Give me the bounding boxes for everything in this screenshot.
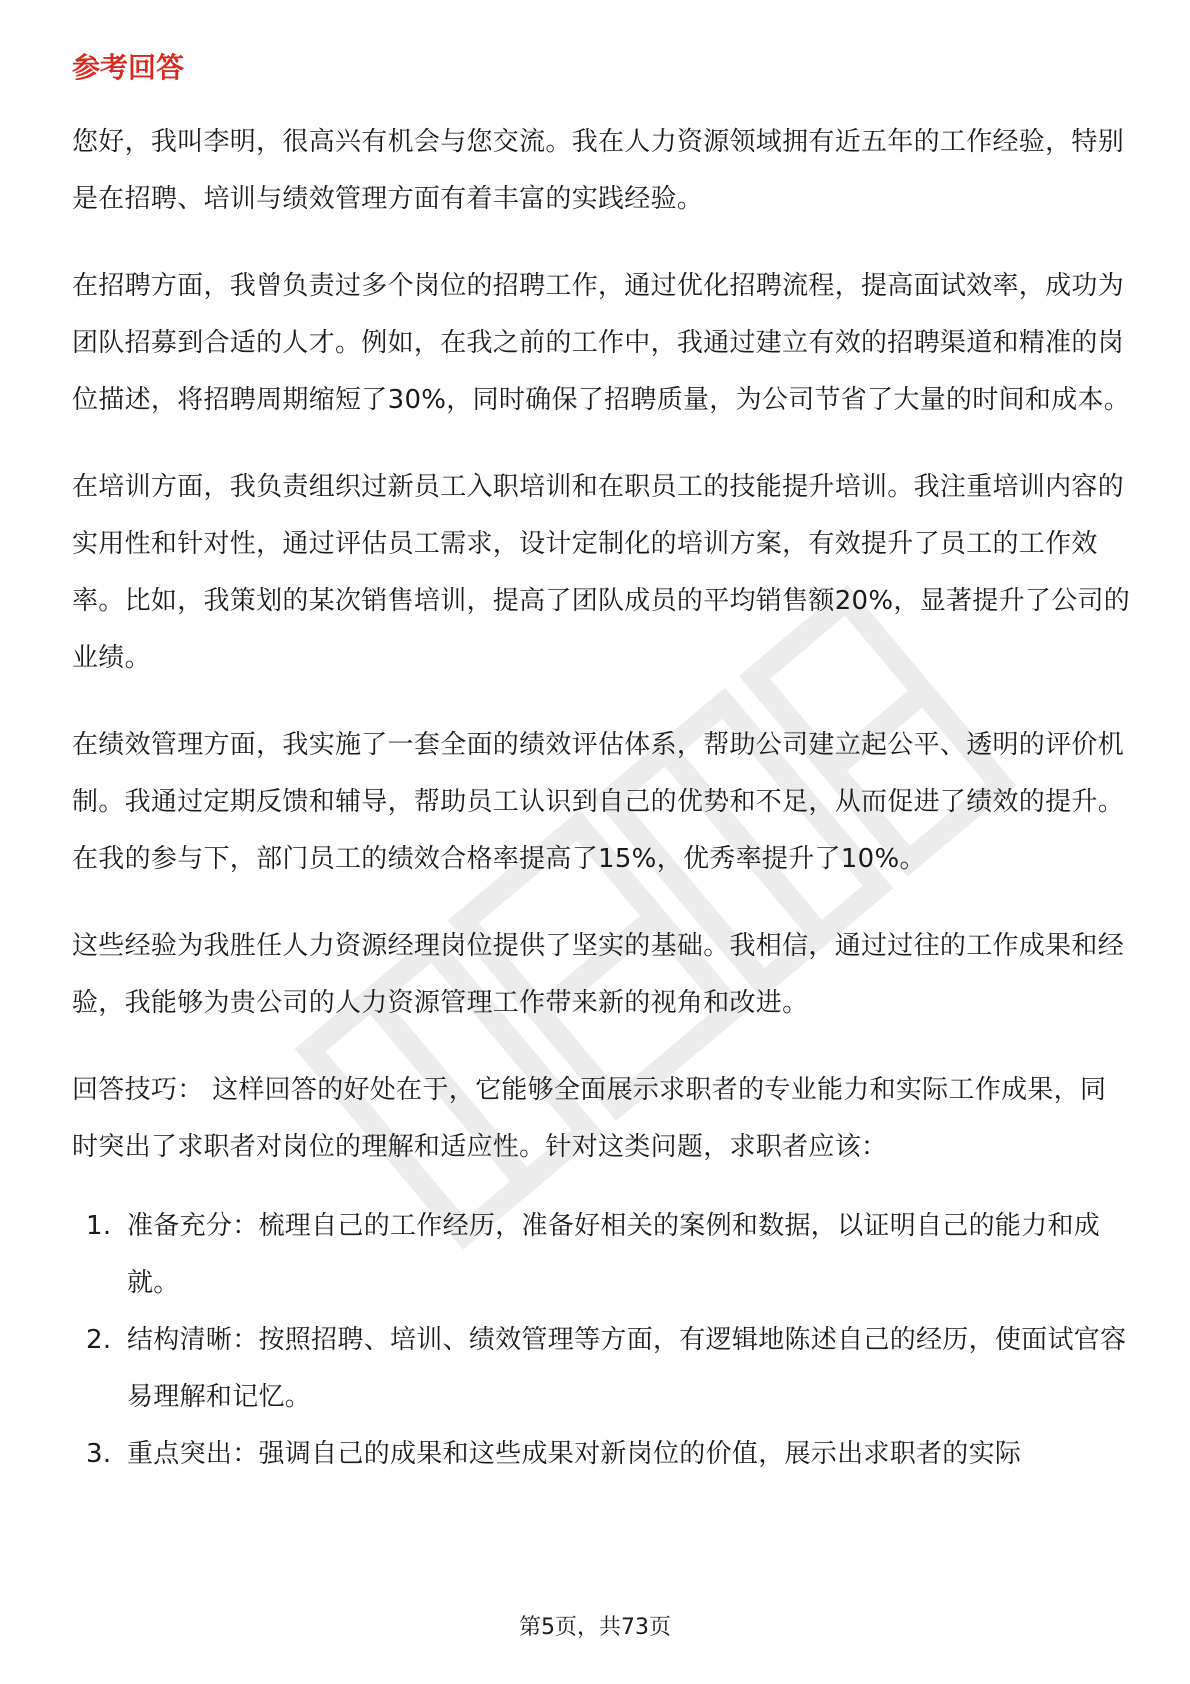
list-number: 2. [86,1325,112,1355]
list-number: 1. [86,1211,112,1241]
paragraph-conclusion: 这些经验为我胜任人力资源经理岗位提供了坚实的基础。我相信，通过过往的工作成果和经验，我能够为贵公司的人力资源管理工作带来新的视角和改进。 [72,931,1125,1018]
paragraph-training: 在培训方面，我负责组织过新员工入职培训和在职员工的技能提升培训。我注重培训内容的实用性和针对性，通过评估员工需求，设计定制化的培训方案，有效提升了员工的工作效率。比如，我策划的某次销售培训，提高了团队成员的平均销售额20%，显著提升了公司的业绩。 [72,472,1131,673]
list-item [72,1426,1132,1483]
paragraph-recruitment: 在招聘方面，我曾负责过多个岗位的招聘工作，通过优化招聘流程，提高面试效率，成功为团队招募到合适的人才。例如，在我之前的工作中，我通过建立有效的招聘渠道和精准的岗位描述，将招聘周期缩短了30%，同时确保了招聘质量，为公司节省了大量的时间和成本。 [72,271,1131,415]
paragraph-tips-intro: 回答技巧： 这样回答的好处在于，它能够全面展示求职者的专业能力和实际工作成果，同时突出了求职者对岗位的理解和适应性。针对这类问题，求职者应该： [72,1075,1107,1162]
list-text: 重点突出：强调自己的成果和这些成果对新岗位的价值，展示出求职者的实际 [127,1439,1022,1469]
list-text: 结构清晰：按照招聘、培训、绩效管理等方面，有逻辑地陈述自己的经历，使面试官容易理解和记忆。 [127,1325,1127,1412]
list-text: 准备充分：梳理自己的工作经历，准备好相关的案例和数据，以证明自己的能力和成就。 [127,1211,1101,1298]
page-number: 第5页，共73页 [519,1615,671,1640]
tips-list [72,1198,1132,1483]
section-heading: 参考回答 [72,51,185,84]
list-item [72,1312,1132,1426]
list-number: 3. [86,1439,112,1469]
list-item [72,1198,1132,1312]
document-page [72,48,1132,1483]
paragraph-performance: 在绩效管理方面，我实施了一套全面的绩效评估体系，帮助公司建立起公平、透明的评价机制。我通过定期反馈和辅导，帮助员工认识到自己的优势和不足，从而促进了绩效的提升。在我的参与下，部门员工的绩效合格率提高了15%，优秀率提升了10%。 [72,730,1125,874]
paragraph-intro: 您好，我叫李明，很高兴有机会与您交流。我在人力资源领域拥有近五年的工作经验，特别是在招聘、培训与绩效管理方面有着丰富的实践经验。 [72,127,1125,214]
